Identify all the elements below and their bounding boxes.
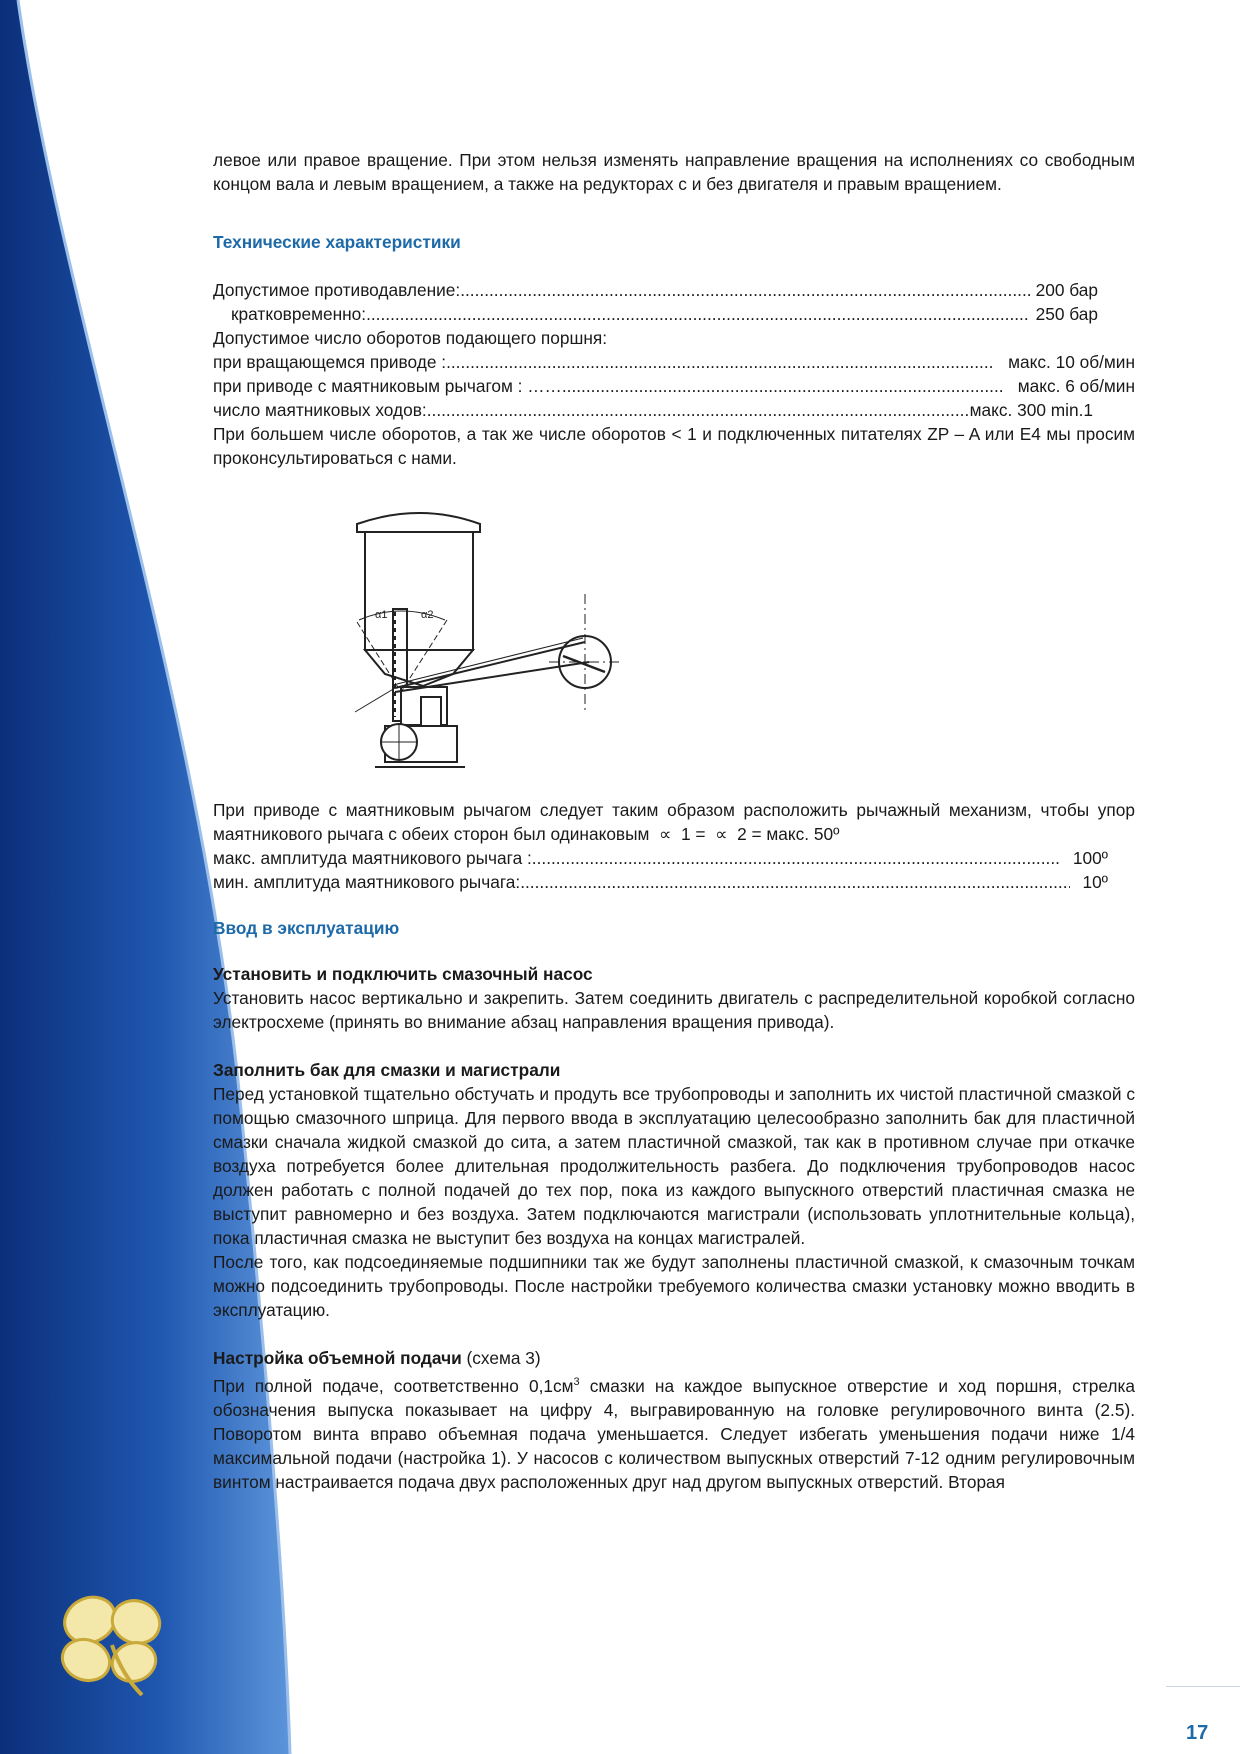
intro-paragraph: левое или правое вращение. При этом нельзя изменять направление вращения на исполнениях со свободным концом вала и левым вращением, а также на редукторах с и без двигателя и правым вращением. [213,150,1135,194]
lever-paragraph: При приводе с маятниковым рычагом следует таким образом расположить рычажный механизм, чтобы упор маятникового рычага с обеих сторон был одинаковым ∝ 1 = ∝ 2 = макс. 50º [213,800,1135,844]
volume-title-line: Настройка объемной подачи (схема 3) [213,1348,541,1368]
spec-rotating: при вращающемся приводе : ..... макс. 10 об/мин [213,350,1135,374]
spec-min-amplitude: мин. амплитуда маятникового рычага: ..... 10º [213,870,1108,894]
page-number-rule [1166,1686,1240,1687]
page-content [213,148,1135,1494]
amplitude-specs [213,846,1108,894]
spec-pendulum: при приводе с маятниковым рычагом : …… ..... макс. 6 об/мин [213,374,1135,398]
install-paragraph: Установить насос вертикально и закрепить. Затем соединить двигатель с распределительной коробкой согласно электросхеме (принять во внимание абзац направления вращения привода). [213,988,1135,1032]
spec-max-amplitude: макс. амплитуда маятникового рычага : ..... 100º [213,846,1108,870]
clover-logo [52,1590,172,1700]
fill-title: Заполнить бак для смазки и магистрали [213,1060,561,1080]
tech-specs [213,278,1098,326]
fill-paragraph: Перед установкой тщательно обстучать и продуть все трубопроводы и заполнить их чистой пластичной смазкой с помощью смазочного шприца. Для первого ввода в эксплуатацию целесообразно заполнить бак для пластичной смазки сначала жидкой смазкой до сита, а затем пластичной смазкой, так как в противном случае при откачке воздуха потребуется более длительная продолжительность разбега. До подключения трубопроводов насос должен работать с полной подачей до тех пор, пока из каждого выпускного отверстий пластичная смазка не выступит равномерно и без воздуха. Затем подключаются магистрали (использовать уплотнительные кольца), пока пластичная смазка не выступит без воздуха на концах магистралей. [213,1084,1135,1248]
proportional-symbol-2: ∝ [710,824,738,844]
alpha2-label: α2 [421,609,434,621]
proportional-symbol-1: ∝ [654,824,681,844]
volume-title: Настройка объемной подачи [213,1348,462,1368]
pump-lever-diagram [335,502,655,774]
volume-paragraph: При полной подаче, соответственно $0,1см^3$ смазки на каждое выпускное отверстие и ход поршня, стрелка обозначения выпуска показывает на цифру 4, выгравированную на головке регулировочного винта (2.5). Поворотом винта вправо объемная подача уменьшается. Следует избегать уменьшения подачи ниже 1/4 максимальной подачи (настройка 1). У насосов с количеством выпускных отверстий 7-12 одним регулировочным винтом настраивается подача двух расположенных друг над другом выпускных отверстий. Вторая [213,1375,1135,1492]
spec-short: кратковременно: ..... 250 бар [213,302,1098,326]
install-title: Установить и подключить смазочный насос [213,964,593,984]
spec-strokes: число маятниковых ходов: ..... макс. 300 min.1 [213,398,1093,422]
alpha1-label: α1 [375,609,388,621]
commissioning-heading: Ввод в эксплуатацию [213,918,400,938]
fill-paragraph-2: После того, как подсоединяемые подшипники так же будут заполнены пластичной смазкой, к смазочным точкам можно подсоединить трубопроводы. После настройки требуемого количества смазки установку можно вводить в эксплуатацию. [213,1252,1135,1320]
rpm-specs [213,350,1135,422]
page-number: 17 [1186,1722,1209,1744]
tech-note: При большем числе оборотов, а так же числе оборотов < 1 и подключенных питателях ZP – A или E4 мы просим проконсультироваться с нами. [213,424,1135,468]
rpm-title: Допустимое число оборотов подающего поршня: [213,328,608,348]
spec-backpressure: Допустимое противодавление: ..... 200 бар [213,278,1098,302]
tech-heading: Технические характеристики [213,232,461,252]
